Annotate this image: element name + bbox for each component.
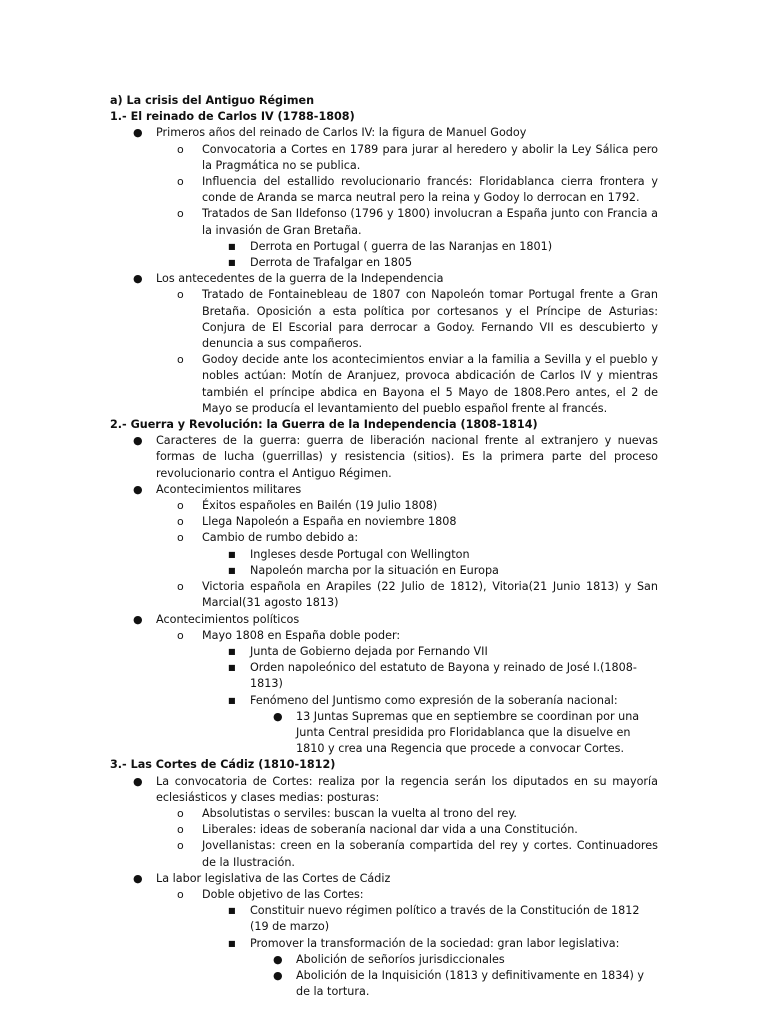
bullet-icon: o [177, 580, 184, 594]
list-item: ● Abolición de señoríos jurisdiccionales [296, 952, 658, 968]
list-item: ■ Junta de Gobierno dejada por Fernando VII [250, 644, 658, 660]
list-item: o Cambio de rumbo debido a: ■ Ingleses desde Portugal con Wellington ■ Napoleón marcha por la situación en Europa [202, 530, 658, 579]
list-item: o Jovellanistas: creen en la soberanía compartida del rey y cortes. Continuadores de la Ilustración. [177, 839, 658, 869]
document-page [0, 93, 768, 1000]
list-item: o Liberales: ideas de soberanía nacional dar vida a una Constitución. [202, 822, 658, 838]
bullet-icon: ■ [228, 241, 236, 251]
list-item: ● Abolición de la Inquisición (1813 y definitivamente en 1834) y de la tortura. [273, 968, 645, 999]
list-item: ■ Orden napoleónico del estatuto de Bayona y reinado de José I.(1808-1813) [228, 661, 637, 691]
bullet-icon: o [177, 515, 184, 529]
list-item: ● 13 Juntas Supremas que en septiembre se coordinan por una Junta Central presidida pro Floridablanca que la disuelve en 1810 y crea una Regencia que procede a convocar Cortes. [273, 709, 640, 756]
list-item: ● Caracteres de la guerra: guerra de liberación nacional frente al extranjero y nuevas formas de lucha (guerrillas) y resistencia (sitios). Es la primera parte del proceso revolucionario contra el Antiguo Régimen. [133, 434, 658, 480]
bullet-icon: ■ [228, 663, 236, 673]
bullet-icon: o [177, 628, 184, 642]
list-item: o Victoria española en Arapiles (22 Julio de 1812), Vitoria(21 Junio 1813) y San Marcial(31 agosto 1813) [177, 580, 658, 610]
bullet-icon: o [177, 887, 184, 901]
bullet-icon: ● [273, 709, 283, 723]
list-item: o Absolutistas o serviles: buscan la vuelta al trono del rey. [202, 806, 658, 822]
list-item: o Mayo 1808 en España doble poder: ■ Junta de Gobierno dejada por Fernando VII ■ Orden napoleónico del estatuto de Bayona y reinado de José I.(1808-1813) ■ Fenómeno del Juntismo como expresión de la soberanía nacional: ● 13 Juntas Supremas que en septiembre se coordinan por una Junta Central presidida pro Floridablanca que la disuelve en 1810 y crea una Regencia que procede a convocar Cortes. [202, 628, 658, 758]
bullet-icon: o [177, 823, 184, 837]
list-item: o Convocatoria a Cortes en 1789 para jurar al heredero y abolir la Ley Sálica pero la Pragmática no se publica. [177, 142, 658, 172]
section-3-list [0, 774, 768, 1001]
bullet-icon: ● [133, 434, 143, 448]
section-1-list [0, 125, 768, 417]
bullet-icon: o [177, 142, 184, 156]
section-2-title: 2.- Guerra y Revolución: la Guerra de la Independencia (1808-1814) [110, 418, 538, 432]
bullet-icon: ■ [228, 565, 236, 575]
list-item: ● Acontecimientos políticos o Mayo 1808 en España doble poder: ■ Junta de Gobierno dejada por Fernando VII ■ Orden napoleónico del estatuto de Bayona y reinado de José I.(1808-1813) ■ Fenómeno del Juntismo como expresión de la soberanía nacional: ● 13 Juntas Supremas que en septiembre se coordinan por una Junta Central presidida pro Floridablanca que la disuelve en 1810 y crea una Regencia que procede a convocar Cortes. [0, 612, 768, 758]
section-3-title: 3.- Las Cortes de Cádiz (1810-1812) [110, 758, 336, 772]
list-item: ■ Napoleón marcha por la situación en Europa [250, 563, 658, 579]
bullet-icon: ● [133, 612, 143, 626]
bullet-icon: o [177, 806, 184, 820]
section-a-title: a) La crisis del Antiguo Régimen [110, 94, 315, 107]
list-item: o Tratado de Fontainebleau de 1807 con Napoleón tomar Portugal frente a Gran Bretaña. Oposición a esta política por cortesanos y el Príncipe de Asturias: Conjura de El Escorial para derrocar a Godoy. Fernando VII es descubierto y denuncia a sus compañeros. [177, 288, 658, 351]
list-item: ● La labor legislativa de las Cortes de Cádiz o Doble objetivo de las Cortes: ■ Constituir nuevo régimen político a través de la Constitución de 1812 (19 de marzo) ■ Promover la transformación de la sociedad: gran labor legislativa: ● Abolición de señoríos jurisdiccionales ● Abolición de la Inquisición (1813 y definitivamente en 1834) y de la tortura. [0, 871, 768, 1001]
list-item: ■ Fenómeno del Juntismo como expresión de la soberanía nacional: ● 13 Juntas Supremas que en septiembre se coordinan por una Junta Central presidida pro Floridablanca que la disuelve en 1810 y crea una Regencia que procede a convocar Cortes. [250, 693, 658, 758]
bullet-icon: ● [273, 952, 283, 966]
bullet-icon: o [177, 288, 184, 302]
bullet-icon: o [177, 207, 184, 221]
bullet-icon: ● [133, 482, 143, 496]
list-item: ● La convocatoria de Cortes: realiza por la regencia serán los diputados en su mayoría eclesiásticos y clases medias: posturas: o Absolutistas o serviles: buscan la vuelta al trono del rey. o Liberales: ideas de soberanía nacional dar vida a una Constitución. o Jovellanistas: creen en la soberanía compartida del rey y cortes. Continuadores de la Ilustración. [0, 774, 768, 871]
list-item: o Llega Napoleón a España en noviembre 1808 [202, 514, 658, 530]
bullet-icon: ■ [228, 549, 236, 559]
bullet-icon: o [177, 531, 184, 545]
list-item: ■ Constituir nuevo régimen político a través de la Constitución de 1812 (19 de marzo) [228, 904, 640, 934]
list-item: ■ Promover la transformación de la sociedad: gran labor legislativa: ● Abolición de señoríos jurisdiccionales ● Abolición de la Inquisición (1813 y definitivamente en 1834) y de la tortura. [250, 936, 658, 1001]
bullet-icon: o [177, 499, 184, 513]
bullet-icon: ■ [228, 938, 236, 948]
bullet-icon: ■ [228, 906, 236, 916]
bullet-icon: ● [273, 968, 283, 982]
bullet-icon: ● [133, 774, 143, 788]
bullet-icon: ● [133, 272, 143, 286]
list-item: o Influencia del estallido revolucionario francés: Floridablanca cierra frontera y conde de Aranda se marca neutral pero la reina y Godoy lo derrocan en 1792. [177, 175, 658, 205]
section-1-title: 1.- El reinado de Carlos IV (1788-1808) [110, 110, 355, 124]
bullet-icon: o [177, 353, 184, 367]
bullet-icon: ■ [228, 258, 236, 268]
bullet-icon: ● [133, 871, 143, 885]
list-item: o Éxitos españoles en Bailén (19 Julio 1808) [202, 498, 658, 514]
list-item: ● Primeros años del reinado de Carlos IV: la figura de Manuel Godoy o Convocatoria a Cortes en 1789 para jurar al heredero y abolir la Ley Sálica pero la Pragmática no se publica. o Influencia del estallido revolucionario francés: Floridablanca cierra frontera y conde de Aranda se marca neutral pero la reina y Godoy lo derrocan en 1792. o Tratados de San Ildefonso (1796 y 1800) involucran a España junto con Francia a la invasión de Gran Bretaña. ■ Derrota en Portugal ( guerra de las Naranjas en 1801) ■ Derrota de Trafalgar en 1805 [0, 125, 768, 271]
bullet-icon: ■ [228, 646, 236, 656]
list-item: ● Acontecimientos militares o Éxitos españoles en Bailén (19 Julio 1808) o Llega Napoleón a España en noviembre 1808 o Cambio de rumbo debido a: ■ Ingleses desde Portugal con Wellington ■ Napoleón marcha por la situación en Europa o Victoria española en Arapiles (22 Julio de 1812), Vitoria(21 Junio 1813) y San Marcial(31 agosto 1813) [0, 482, 768, 612]
bullet-icon: o [177, 839, 184, 853]
bullet-icon: ■ [228, 695, 236, 705]
list-item: ■ Derrota en Portugal ( guerra de las Naranjas en 1801) [250, 239, 658, 255]
bullet-icon: ● [133, 126, 143, 140]
list-item: ● Los antecedentes de la guerra de la Independencia o Tratado de Fontainebleau de 1807 con Napoleón tomar Portugal frente a Gran Bretaña. Oposición a esta política por cortesanos y el Príncipe de Asturias: Conjura de El Escorial para derrocar a Godoy. Fernando VII es descubierto y denuncia a sus compañeros. o Godoy decide ante los acontecimientos enviar a la familia a Sevilla y el pueblo y nobles actúan: Motín de Aranjuez, provoca abdicación de Carlos IV y mientras también el príncipe abdica en Bayona el 5 Mayo de 1808.Pero antes, el 2 de Mayo se producía el levantamiento del pueblo español frente al francés. [0, 271, 768, 417]
list-item: ■ Derrota de Trafalgar en 1805 [250, 255, 658, 271]
section-2-list [0, 433, 768, 757]
list-item: o Tratados de San Ildefonso (1796 y 1800) involucran a España junto con Francia a la invasión de Gran Bretaña. ■ Derrota en Portugal ( guerra de las Naranjas en 1801) ■ Derrota de Trafalgar en 1805 [202, 206, 658, 271]
list-item: o Doble objetivo de las Cortes: ■ Constituir nuevo régimen político a través de la Constitución de 1812 (19 de marzo) ■ Promover la transformación de la sociedad: gran labor legislativa: ● Abolición de señoríos jurisdiccionales ● Abolición de la Inquisición (1813 y definitivamente en 1834) y de la tortura. [202, 887, 658, 1000]
list-item: o Godoy decide ante los acontecimientos enviar a la familia a Sevilla y el pueblo y nobles actúan: Motín de Aranjuez, provoca abdicación de Carlos IV y mientras también el príncipe abdica en Bayona el 5 Mayo de 1808.Pero antes, el 2 de Mayo se producía el levantamiento del pueblo español frente al francés. [177, 353, 658, 415]
bullet-icon: o [177, 175, 184, 189]
list-item: ■ Ingleses desde Portugal con Wellington [250, 547, 658, 563]
